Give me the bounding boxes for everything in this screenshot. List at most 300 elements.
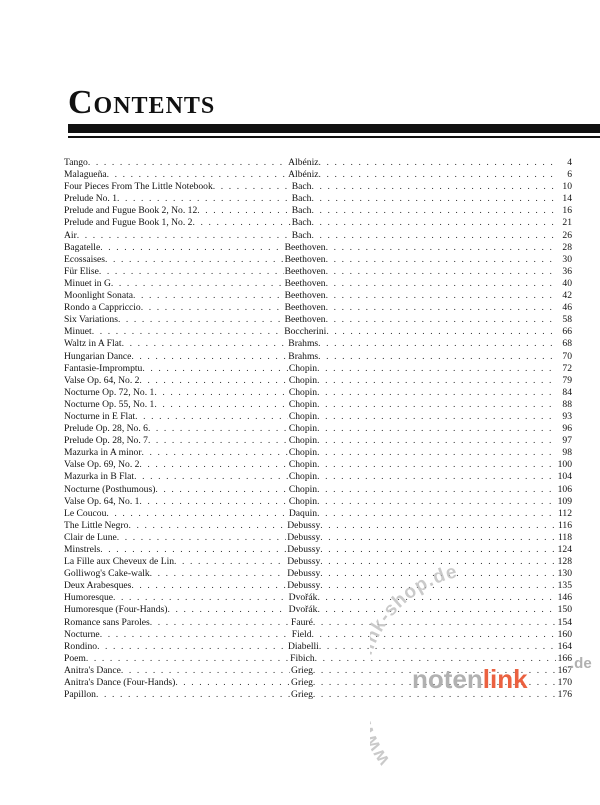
- dot-leader: [326, 326, 556, 338]
- toc-row: [64, 435, 572, 447]
- toc-page-number: 70: [562, 350, 572, 362]
- toc-composer-cell: [286, 532, 572, 544]
- toc-row: [64, 689, 572, 701]
- dot-leader: [326, 314, 556, 326]
- toc-composer-cell: [284, 314, 572, 326]
- toc-composer-cell: [290, 617, 572, 629]
- toc-piece-title: Minstrels: [64, 544, 101, 555]
- toc-composer: Chopin: [288, 374, 318, 386]
- dot-leader: [134, 471, 288, 483]
- dot-leader: [317, 459, 556, 471]
- title-rule-thick: [68, 124, 600, 133]
- toc-title-cell: [64, 508, 288, 520]
- toc-composer: Albéniz: [288, 169, 319, 181]
- toc-piece-title: Golliwog's Cake-walk: [64, 568, 150, 580]
- toc-piece-title: Hungarian Dance: [64, 350, 132, 362]
- dot-leader: [141, 302, 284, 314]
- toc-composer: Chopin: [288, 447, 318, 459]
- toc-composer: Grieg: [291, 689, 313, 701]
- title-rule-thin: [68, 136, 600, 138]
- dot-leader: [326, 302, 556, 314]
- toc-composer-cell: [291, 217, 572, 229]
- toc-composer-cell: [287, 641, 572, 653]
- dot-leader: [131, 351, 287, 363]
- toc-piece-title: Mazurka in A minor: [64, 447, 142, 459]
- toc-row: [64, 242, 572, 254]
- dot-leader: [100, 242, 283, 254]
- toc-piece-title: Bagatelle: [64, 241, 101, 253]
- dot-leader: [317, 423, 556, 435]
- toc-piece-title: Nocturne: [64, 628, 100, 640]
- dot-leader: [311, 193, 556, 205]
- toc-row: [64, 363, 572, 375]
- toc-page-number: 72: [562, 362, 572, 374]
- toc-composer-cell: [288, 399, 572, 411]
- toc-title-cell: [64, 665, 290, 677]
- dot-leader: [311, 230, 556, 242]
- toc-composer-cell: [286, 556, 572, 568]
- toc-composer: Fauré: [291, 616, 313, 628]
- dot-leader: [107, 169, 288, 181]
- dot-leader: [313, 665, 556, 677]
- toc-composer-cell: [284, 302, 572, 314]
- toc-page-number: 6: [567, 169, 572, 181]
- dot-leader: [313, 617, 556, 629]
- dot-leader: [319, 169, 557, 181]
- toc-composer: Chopin: [288, 410, 318, 422]
- dot-leader: [320, 544, 556, 556]
- toc-title-cell: [64, 217, 291, 229]
- dot-leader: [148, 423, 288, 435]
- toc-page-number: 150: [557, 604, 572, 616]
- toc-composer: Field: [291, 628, 312, 640]
- toc-row: [64, 290, 572, 302]
- toc-title-cell: [64, 629, 291, 641]
- toc-page-number: 167: [557, 664, 572, 676]
- toc-row: [64, 604, 572, 616]
- toc-composer-cell: [286, 544, 572, 556]
- toc-page-number: 124: [557, 544, 572, 555]
- toc-title-cell: [64, 580, 286, 592]
- toc-row: [64, 387, 572, 399]
- toc-composer: Dvořák: [288, 604, 318, 616]
- toc-page-number: 93: [562, 410, 572, 422]
- dot-leader: [317, 435, 556, 447]
- toc-composer-cell: [290, 665, 572, 677]
- toc-piece-title: Mazurka in B Flat: [64, 471, 135, 483]
- toc-piece-title: Romance sans Paroles: [64, 616, 150, 628]
- toc-composer: Brahms: [288, 350, 319, 362]
- toc-composer-cell: [288, 387, 572, 399]
- toc-row: [64, 423, 572, 435]
- toc-composer-cell: [284, 290, 572, 302]
- dot-leader: [121, 665, 290, 677]
- dot-leader: [326, 254, 556, 266]
- toc-composer: Diabelli: [287, 640, 319, 652]
- toc-row: [64, 278, 572, 290]
- toc-composer: Chopin: [288, 386, 318, 398]
- toc-piece-title: Six Variations: [64, 314, 118, 326]
- dot-leader: [326, 278, 556, 290]
- dot-leader: [317, 592, 556, 604]
- toc-composer-cell: [289, 653, 572, 665]
- toc-row: [64, 254, 572, 266]
- toc-composer: Beethoven: [284, 302, 326, 314]
- toc-page-number: 116: [557, 519, 572, 531]
- toc-page-number: 68: [562, 338, 572, 350]
- toc-composer: Brahms: [288, 338, 319, 350]
- toc-row: [64, 314, 572, 326]
- toc-row: [64, 520, 572, 532]
- toc-composer-cell: [284, 254, 572, 266]
- dot-leader: [197, 205, 291, 217]
- dot-leader: [326, 290, 556, 302]
- toc-row: [64, 653, 572, 665]
- toc-row: [64, 351, 572, 363]
- toc-page-number: 118: [557, 531, 572, 543]
- toc-composer-cell: [288, 508, 572, 520]
- toc-composer: Bach: [291, 229, 312, 241]
- toc-row: [64, 617, 572, 629]
- dot-leader: [100, 629, 291, 641]
- dot-leader: [142, 447, 288, 459]
- toc-piece-title: Anitra's Dance: [64, 664, 121, 676]
- toc-composer: Chopin: [288, 471, 318, 483]
- toc-row: [64, 181, 572, 193]
- toc-composer-cell: [288, 604, 572, 616]
- dot-leader: [128, 520, 286, 532]
- table-of-contents: [64, 157, 572, 701]
- toc-composer-cell: [286, 520, 572, 532]
- dot-leader: [117, 193, 291, 205]
- toc-composer-cell: [286, 568, 572, 580]
- toc-row: [64, 205, 572, 217]
- toc-title-cell: [64, 544, 286, 556]
- toc-piece-title: Clair de Lune: [64, 531, 117, 543]
- toc-piece-title: Humoresque: [64, 592, 114, 604]
- toc-composer: Daquin: [288, 507, 318, 519]
- toc-row: [64, 411, 572, 423]
- toc-row: [64, 629, 572, 641]
- toc-title-cell: [64, 242, 284, 254]
- toc-page-number: 112: [557, 507, 572, 519]
- toc-title-cell: [64, 423, 288, 435]
- toc-page-number: 79: [562, 374, 572, 386]
- toc-composer: Beethoven: [284, 314, 326, 326]
- dot-leader: [111, 278, 284, 290]
- toc-row: [64, 556, 572, 568]
- dot-leader: [135, 411, 288, 423]
- toc-title-cell: [64, 471, 288, 483]
- dot-leader: [317, 471, 556, 483]
- toc-row: [64, 677, 572, 689]
- toc-piece-title: Papillon: [64, 689, 96, 701]
- dot-leader: [317, 484, 556, 496]
- toc-title-cell: [64, 641, 287, 653]
- dot-leader: [317, 411, 556, 423]
- toc-composer: Bach: [291, 205, 312, 217]
- toc-piece-title: Le Coucou: [64, 507, 107, 519]
- toc-row: [64, 496, 572, 508]
- dot-leader: [320, 532, 556, 544]
- toc-composer-cell: [284, 278, 572, 290]
- toc-title-cell: [64, 157, 287, 169]
- dot-leader: [311, 205, 556, 217]
- toc-piece-title: Nocturne Op. 55, No. 1: [64, 398, 155, 410]
- toc-piece-title: Deux Arabesques: [64, 580, 132, 592]
- dot-leader: [117, 532, 286, 544]
- toc-title-cell: [64, 435, 288, 447]
- toc-page-number: 128: [557, 556, 572, 568]
- dot-leader: [313, 677, 556, 689]
- toc-title-cell: [64, 290, 284, 302]
- toc-composer-cell: [284, 266, 572, 278]
- toc-composer: Grieg: [291, 677, 313, 689]
- toc-row: [64, 169, 572, 181]
- dot-leader: [317, 604, 556, 616]
- toc-composer-cell: [287, 338, 572, 350]
- dot-leader: [317, 363, 556, 375]
- toc-composer-cell: [291, 181, 572, 193]
- toc-piece-title: Valse Op. 69, No. 2: [64, 459, 140, 471]
- toc-page-number: 97: [562, 435, 572, 447]
- toc-composer: Fibich: [290, 652, 315, 664]
- dot-leader: [99, 266, 284, 278]
- toc-piece-title: Waltz in A Flat: [64, 338, 122, 350]
- dot-leader: [139, 496, 287, 508]
- toc-title-cell: [64, 205, 291, 217]
- toc-composer: Chopin: [288, 398, 318, 410]
- dot-leader: [175, 677, 290, 689]
- toc-row: [64, 338, 572, 350]
- toc-title-cell: [64, 351, 287, 363]
- toc-page-number: 46: [562, 302, 572, 314]
- watermark-arc-text: w -shop.de: [370, 561, 460, 770]
- toc-page-number: 176: [557, 689, 572, 701]
- toc-composer: Beethoven: [284, 290, 326, 302]
- dot-leader: [139, 459, 287, 471]
- toc-page-number: 4: [567, 157, 572, 168]
- toc-composer: Bach: [291, 217, 312, 229]
- toc-composer-cell: [284, 242, 572, 254]
- dot-leader: [317, 496, 556, 508]
- toc-composer: Beethoven: [284, 241, 326, 253]
- toc-composer-cell: [291, 193, 572, 205]
- toc-title-cell: [64, 387, 288, 399]
- toc-page-number: 164: [557, 640, 572, 652]
- toc-title-cell: [64, 169, 287, 181]
- toc-row: [64, 399, 572, 411]
- toc-piece-title: Anitra's Dance (Four-Hands): [64, 677, 176, 689]
- dot-leader: [131, 580, 286, 592]
- dot-leader: [312, 629, 557, 641]
- toc-row: [64, 641, 572, 653]
- toc-piece-title: Minuet in G: [64, 277, 111, 289]
- dot-leader: [326, 242, 556, 254]
- toc-page-number: 40: [562, 277, 572, 289]
- toc-row: [64, 266, 572, 278]
- toc-piece-title: Valse Op. 64, No. 1: [64, 495, 140, 507]
- dot-leader: [320, 580, 556, 592]
- toc-row: [64, 568, 572, 580]
- toc-row: [64, 665, 572, 677]
- toc-composer: Debussy: [287, 568, 321, 580]
- toc-composer-cell: [283, 326, 572, 338]
- dot-leader: [154, 399, 288, 411]
- toc-composer-cell: [290, 677, 572, 689]
- toc-composer: Grieg: [291, 664, 313, 676]
- toc-row: [64, 326, 572, 338]
- toc-piece-title: Fantasie-Impromptu: [64, 362, 143, 374]
- toc-composer: Albéniz: [288, 157, 319, 168]
- toc-composer: Debussy: [287, 556, 321, 568]
- toc-title-cell: [64, 556, 286, 568]
- dot-leader: [118, 314, 284, 326]
- dot-leader: [154, 387, 288, 399]
- toc-composer: Dvořák: [288, 592, 318, 604]
- toc-piece-title: Prelude and Fugue Book 2, No. 12: [64, 205, 198, 217]
- toc-title-cell: [64, 532, 286, 544]
- toc-row: [64, 459, 572, 471]
- dot-leader: [155, 484, 287, 496]
- toc-piece-title: The Little Negro: [64, 519, 129, 531]
- toc-composer-cell: [288, 447, 572, 459]
- toc-composer-cell: [288, 484, 572, 496]
- dot-leader: [318, 351, 556, 363]
- toc-title-cell: [64, 520, 286, 532]
- toc-title-cell: [64, 399, 288, 411]
- toc-composer: Chopin: [288, 423, 318, 435]
- toc-composer: Beethoven: [284, 277, 326, 289]
- toc-composer-cell: [287, 351, 572, 363]
- dot-leader: [320, 556, 556, 568]
- dot-leader: [317, 375, 556, 387]
- toc-composer: Debussy: [287, 544, 321, 555]
- toc-title-cell: [64, 592, 288, 604]
- toc-page-number: 36: [562, 265, 572, 277]
- toc-title-cell: [64, 254, 284, 266]
- toc-page-number: 42: [562, 290, 572, 302]
- dot-leader: [320, 568, 556, 580]
- watermark-logo-accent: link: [482, 664, 528, 694]
- dot-leader: [139, 375, 287, 387]
- toc-title-cell: [64, 266, 284, 278]
- toc-composer-cell: [288, 471, 572, 483]
- toc-page-number: 146: [557, 592, 572, 604]
- toc-title-cell: [64, 689, 290, 701]
- toc-piece-title: Minuet: [64, 326, 92, 338]
- toc-piece-title: Rondino: [64, 640, 98, 652]
- dot-leader: [174, 556, 286, 568]
- toc-composer-cell: [288, 363, 572, 375]
- toc-page-number: 100: [557, 459, 572, 471]
- toc-page-number: 96: [562, 423, 572, 435]
- toc-composer: Debussy: [287, 531, 321, 543]
- toc-piece-title: Humoresque (Four-Hands): [64, 604, 168, 616]
- dot-leader: [96, 689, 290, 701]
- toc-piece-title: La Fille aux Cheveux de Lin: [64, 556, 175, 568]
- toc-page-number: 109: [557, 495, 572, 507]
- toc-composer: Chopin: [288, 435, 318, 447]
- toc-page-number: 14: [562, 193, 572, 205]
- toc-composer-cell: [287, 157, 572, 169]
- toc-composer-cell: [288, 459, 572, 471]
- dot-leader: [105, 254, 284, 266]
- toc-row: [64, 508, 572, 520]
- dot-leader: [77, 230, 291, 242]
- page-title: Contents: [68, 84, 216, 121]
- toc-piece-title: Rondo a Cappriccio: [64, 302, 141, 314]
- watermark-logo-text: noten: [412, 664, 483, 694]
- toc-row: [64, 484, 572, 496]
- dot-leader: [213, 181, 291, 193]
- toc-title-cell: [64, 181, 291, 193]
- toc-page-number: 135: [557, 580, 572, 592]
- toc-row: [64, 193, 572, 205]
- dot-leader: [318, 338, 556, 350]
- toc-title-cell: [64, 375, 288, 387]
- toc-composer-cell: [287, 169, 572, 181]
- toc-piece-title: Valse Op. 64, No. 2: [64, 374, 140, 386]
- dot-leader: [317, 387, 556, 399]
- toc-row: [64, 217, 572, 229]
- dot-leader: [86, 653, 289, 665]
- toc-title-cell: [64, 338, 287, 350]
- dot-leader: [311, 181, 556, 193]
- toc-row: [64, 302, 572, 314]
- toc-composer: Chopin: [288, 362, 318, 374]
- toc-page-number: 66: [562, 326, 572, 338]
- toc-title-cell: [64, 617, 290, 629]
- dot-leader: [150, 617, 290, 629]
- toc-title-cell: [64, 568, 286, 580]
- toc-composer: Chopin: [288, 459, 318, 471]
- toc-composer-cell: [288, 411, 572, 423]
- toc-page-number: 16: [562, 205, 572, 217]
- toc-title-cell: [64, 278, 284, 290]
- toc-title-cell: [64, 363, 288, 375]
- dot-leader: [311, 217, 556, 229]
- dot-leader: [192, 217, 290, 229]
- dot-leader: [313, 689, 556, 701]
- toc-title-cell: [64, 314, 284, 326]
- toc-composer-cell: [291, 230, 572, 242]
- dot-leader: [113, 592, 288, 604]
- dot-leader: [326, 266, 556, 278]
- toc-piece-title: Nocturne Op. 72, No. 1: [64, 386, 155, 398]
- toc-page-number: 170: [557, 677, 572, 689]
- toc-row: [64, 230, 572, 242]
- dot-leader: [100, 544, 286, 556]
- toc-title-cell: [64, 230, 291, 242]
- toc-row: [64, 580, 572, 592]
- toc-piece-title: Moonlight Sonata: [64, 290, 134, 302]
- toc-title-cell: [64, 302, 284, 314]
- toc-piece-title: Tango: [64, 157, 88, 168]
- toc-piece-title: Prelude Op. 28, No. 6: [64, 423, 148, 435]
- toc-composer-cell: [290, 689, 572, 701]
- toc-page-number: 106: [557, 483, 572, 495]
- dot-leader: [319, 641, 556, 653]
- toc-composer-cell: [291, 629, 572, 641]
- toc-title-cell: [64, 193, 291, 205]
- dot-leader: [167, 604, 287, 616]
- toc-piece-title: Nocturne (Posthumous): [64, 483, 156, 495]
- toc-page-number: 166: [557, 652, 572, 664]
- toc-composer: Beethoven: [284, 265, 326, 277]
- toc-title-cell: [64, 484, 288, 496]
- toc-row: [64, 471, 572, 483]
